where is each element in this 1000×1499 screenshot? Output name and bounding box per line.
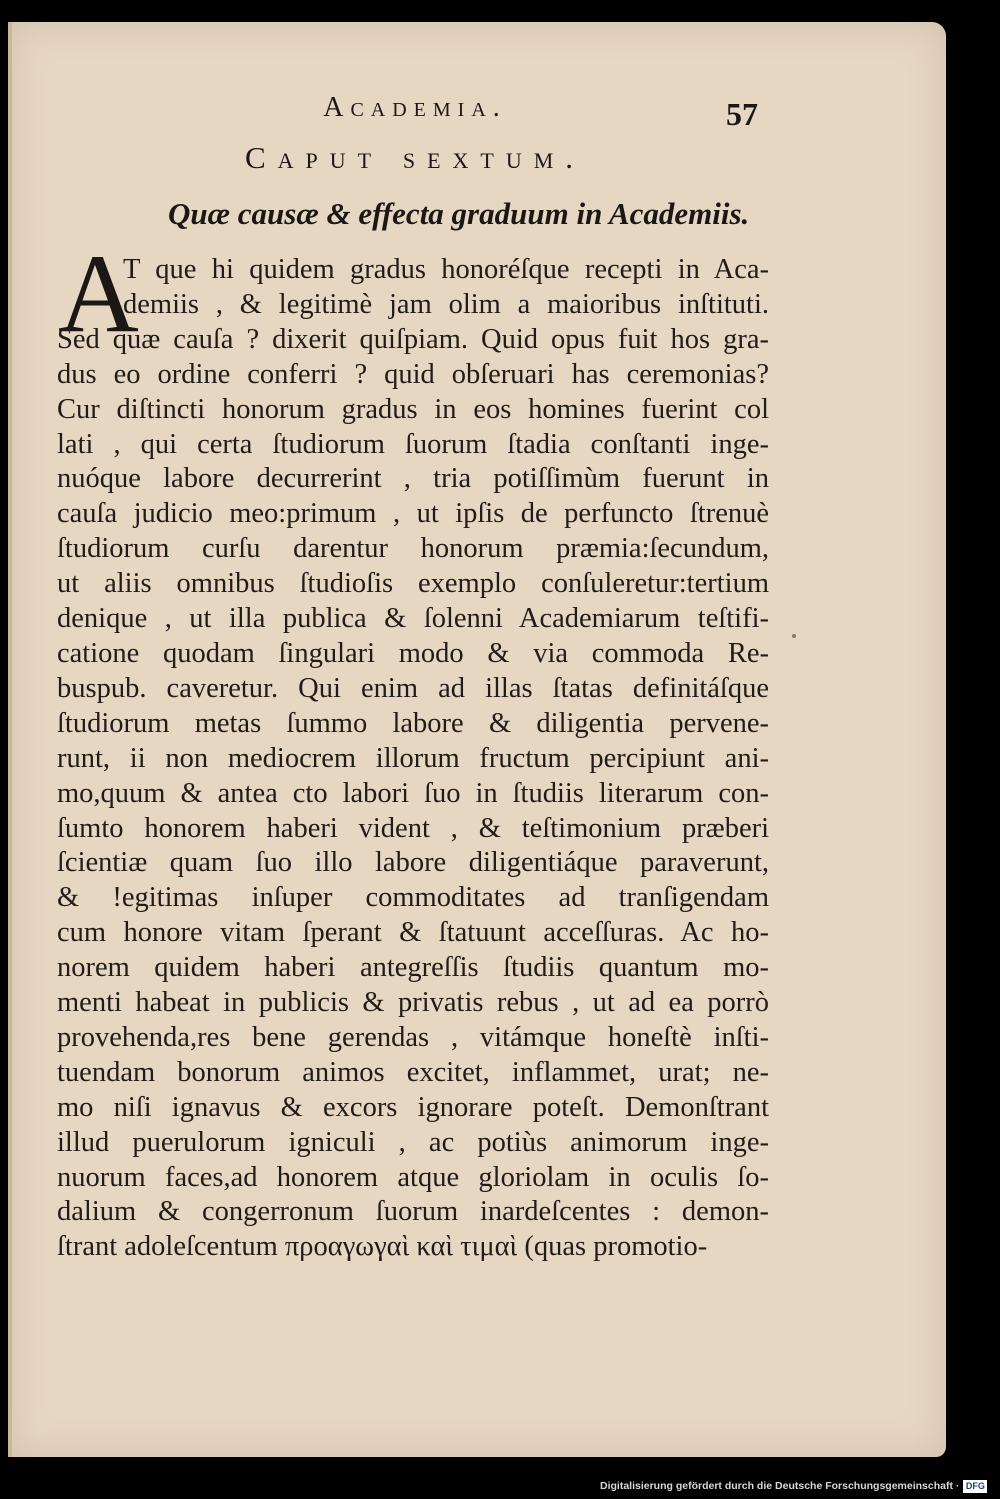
text-line: demiis , & legitimè jam olim a maioribus inſtituti. <box>123 288 769 320</box>
text-line: & !egitimas inſuper commoditates ad tranſigendam <box>57 882 769 914</box>
text-line: ſumto honorem haberi vident , & teſtimonium præberi <box>57 812 769 844</box>
text-line: lati , qui certa ſtudiorum ſuorum ſtadia conſtanti inge- <box>57 428 769 460</box>
drop-cap-initial: A <box>58 232 139 356</box>
text-line: dalium & congerronum ſuorum inardeſcentes : demon- <box>57 1196 769 1228</box>
text-line: runt, ii non mediocrem illorum fructum percipiunt ani- <box>57 742 769 774</box>
text-line: nuóque labore decurrerint , tria potiſſimùm fuerunt in <box>57 463 769 495</box>
text-line: provehenda,res bene gerendas , vitámque honeſtè inſti- <box>57 1021 769 1053</box>
text-line: dus eo ordine conferri ? quid obſeruari has ceremonias? <box>57 358 769 390</box>
dfg-logo[interactable]: DFG <box>963 1480 987 1493</box>
text-line: ſtrant adoleſcentum προαγωγαὶ καὶ τιμαὶ (quas promotio- <box>57 1231 708 1263</box>
text-line: menti habeat in publicis & privatis rebus , ut ad ea porrò <box>57 987 769 1019</box>
page-number: 57 <box>726 96 758 132</box>
footer-credit: Digitalisierung gefördert durch die Deutsche Forschungsgemeinschaft · <box>600 1480 960 1492</box>
text-line: catione quodam ſingulari modo & via commoda Re- <box>57 637 769 669</box>
text-line: ſcientiæ quam ſuo illo labore diligentiáque paraverunt, <box>57 847 769 879</box>
text-line: cum honore vitam ſperant & ſtatuunt acceſſuras. Ac ho- <box>57 917 769 949</box>
page-binding-edge <box>8 22 12 1457</box>
text-line: tuendam bonorum animos excitet, inflammet, urat; ne- <box>57 1056 769 1088</box>
text-line: T que hi quidem gradus honoréſque recepti in Aca- <box>123 254 769 285</box>
text-line: norem quidem haberi antegreſſis ſtudiis quantum mo- <box>57 952 769 984</box>
digitization-footer <box>600 1478 987 1494</box>
text-line: illud puerulorum igniculi , ac potiùs animorum inge- <box>57 1126 769 1158</box>
section-heading: Quæ causæ & effecta graduum in Academiis. <box>168 196 750 231</box>
text-line: mo niſi ignavus & excors ignorare poteſt. Demonſtrant <box>57 1091 769 1123</box>
text-line: nuorum faces,ad honorem atque gloriolam in oculis ſo- <box>57 1161 769 1193</box>
text-line: ut aliis omnibus ſtudioſis exemplo conſuleretur:tertium <box>57 568 769 600</box>
running-head: Academia. <box>323 92 507 123</box>
margin-speck <box>792 634 796 638</box>
body-text <box>57 253 769 1265</box>
text-line: denique , ut illa publica & ſolenni Academiarum teſtifi- <box>57 603 769 635</box>
text-line: ſtudiorum curſu darentur honorum præmia:ſecundum, <box>57 533 769 565</box>
text-line: Sed quæ cauſa ? dixerit quiſpiam. Quid opus fuit hos gra- <box>57 323 769 355</box>
text-line: buspub. caveretur. Qui enim ad illas ſtatas definitáſque <box>57 672 769 704</box>
text-line: Cur diſtincti honorum gradus in eos homines fuerint col <box>57 393 769 425</box>
chapter-title: Caput sextum. <box>244 140 586 175</box>
text-line: cauſa judicio meo:primum , ut ipſis de perfuncto ſtrenuè <box>57 498 769 530</box>
text-line: mo,quum & antea cto labori ſuo in ſtudiis literarum con- <box>57 777 769 809</box>
text-line: ſtudiorum metas ſummo labore & diligentia pervene- <box>57 707 769 739</box>
